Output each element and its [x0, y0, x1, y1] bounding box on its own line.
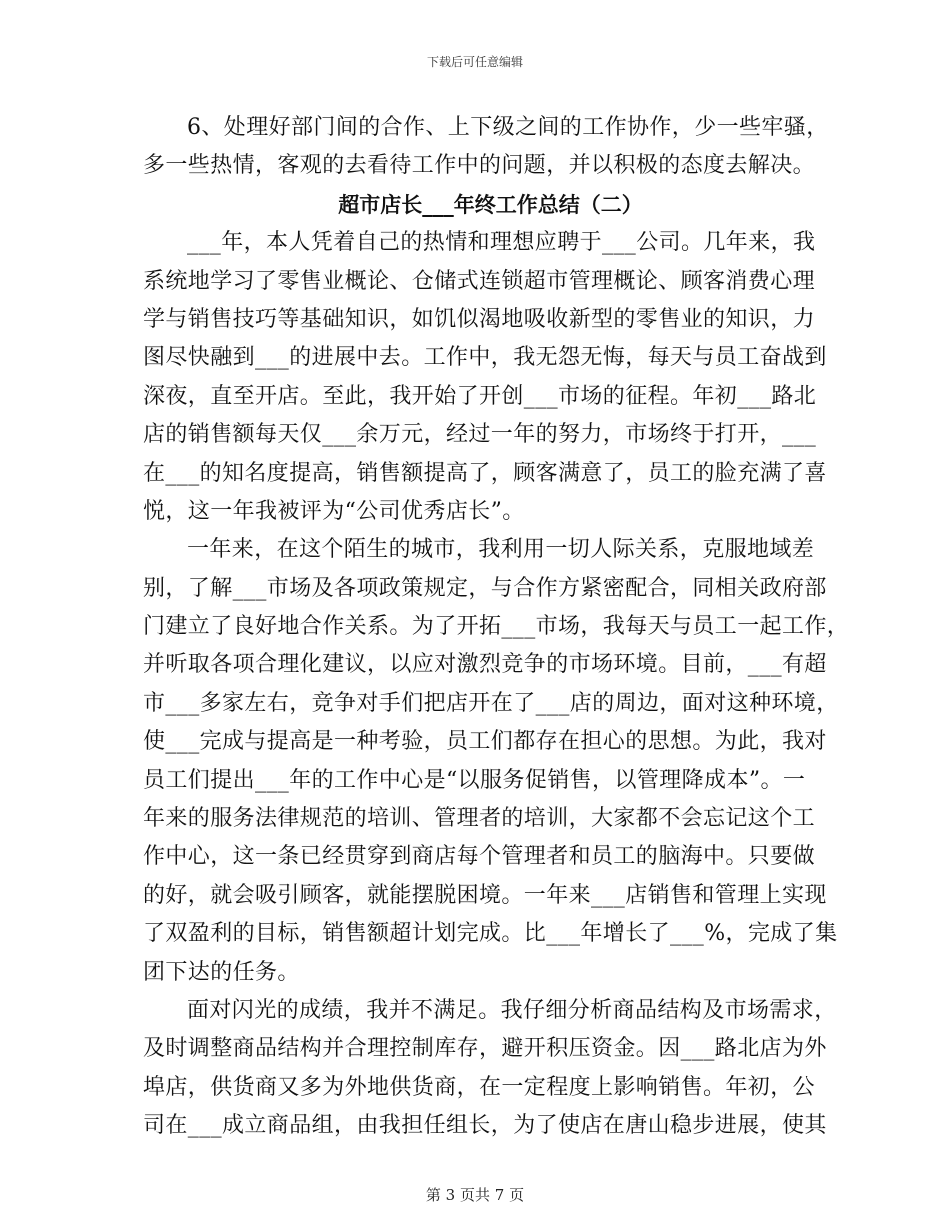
- text-line: 司在___成立商品组，由我担任组长，为了使店在唐山稳步进展，使其: [143, 1113, 827, 1139]
- paragraph-block-after-title: [143, 224, 850, 1145]
- text-line: 的好，就会吸引顾客，就能摆脱困境。一年来___店销售和管理上实现: [143, 882, 827, 908]
- text-line: 深夜，直至开店。至此，我开始了开创___市场的征程。年初___路北: [143, 383, 817, 409]
- section-title: 超市店长___年终工作总结（二）: [338, 191, 643, 217]
- text-line: ___年，本人凭着自己的热情和理想应聘于___公司。几年来，我: [187, 230, 816, 256]
- document-body: [143, 109, 850, 1146]
- text-line: 系统地学习了零售业概论、仓储式连锁超市管理概论、顾客消费心理: [143, 268, 816, 294]
- text-line: 6、处理好部门间的合作、上下级之间的工作协作，少一些牢骚，: [187, 115, 829, 140]
- text-line: 一年来，在这个陌生的城市，我利用一切人际关系，克服地域差: [187, 537, 815, 563]
- text-line: 学与销售技巧等基础知识，如饥似渴地吸收新型的零售业的知识，力: [143, 306, 816, 332]
- text-line: 店的销售额每天仅___余万元，经过一年的努力，市场终于打开，___: [143, 422, 817, 448]
- text-line: 团下达的任务。: [143, 959, 300, 985]
- text-line: 使___完成与提高是一种考验，员工们都存在担心的思想。为此，我对: [143, 729, 827, 755]
- text-line: 了双盈利的目标，销售额超计划完成。比___年增长了___%，完成了集: [143, 921, 838, 947]
- text-line: 面对闪光的成绩，我并不满足。我仔细分析商品结构及市场需求，: [187, 997, 837, 1023]
- text-line: 年来的服务法律规范的培训、管理者的培训，大家都不会忘记这个工: [143, 806, 816, 832]
- text-line: 作中心，这一条已经贯穿到商店每个管理者和员工的脑海中。只要做: [143, 844, 816, 870]
- text-line: 多一些热情，客观的去看待工作中的问题，并以积极的态度去解决。: [143, 153, 816, 179]
- paragraph-block-before-title: [143, 109, 829, 186]
- text-line: 市___多家左右，竞争对手们把店开在了___店的周边，面对这种环境，: [143, 690, 839, 716]
- text-line: 并听取各项合理化建议，以应对激烈竞争的市场环境。目前，___有超: [143, 652, 827, 678]
- page-footer: 第 3 页共 7 页: [425, 1186, 525, 1204]
- text-line: 门建立了良好地合作关系。为了开拓___市场，我每天与员工一起工作，: [143, 614, 850, 640]
- text-line: 悦，这一年我被评为“公司优秀店长”。: [143, 498, 525, 524]
- text-line: 在___的知名度提高，销售额提高了，顾客满意了，员工的脸充满了喜: [143, 460, 827, 486]
- text-line: 埠店，供货商又多为外地供货商，在一定程度上影响销售。年初，公: [143, 1074, 816, 1100]
- page-header: 下载后可任意编辑: [426, 55, 523, 69]
- text-line: 员工们提出___年的工作中心是“以服务促销售，以管理降成本”。一: [143, 767, 806, 793]
- text-line: 及时调整商品结构并合理控制库存，避开积压资金。因___路北店为外: [143, 1036, 827, 1062]
- text-line: 图尽快融到___的进展中去。工作中，我无怨无悔，每天与员工奋战到: [143, 345, 827, 371]
- text-line: 别，了解___市场及各项政策规定，与合作方紧密配合，同相关政府部: [143, 575, 827, 601]
